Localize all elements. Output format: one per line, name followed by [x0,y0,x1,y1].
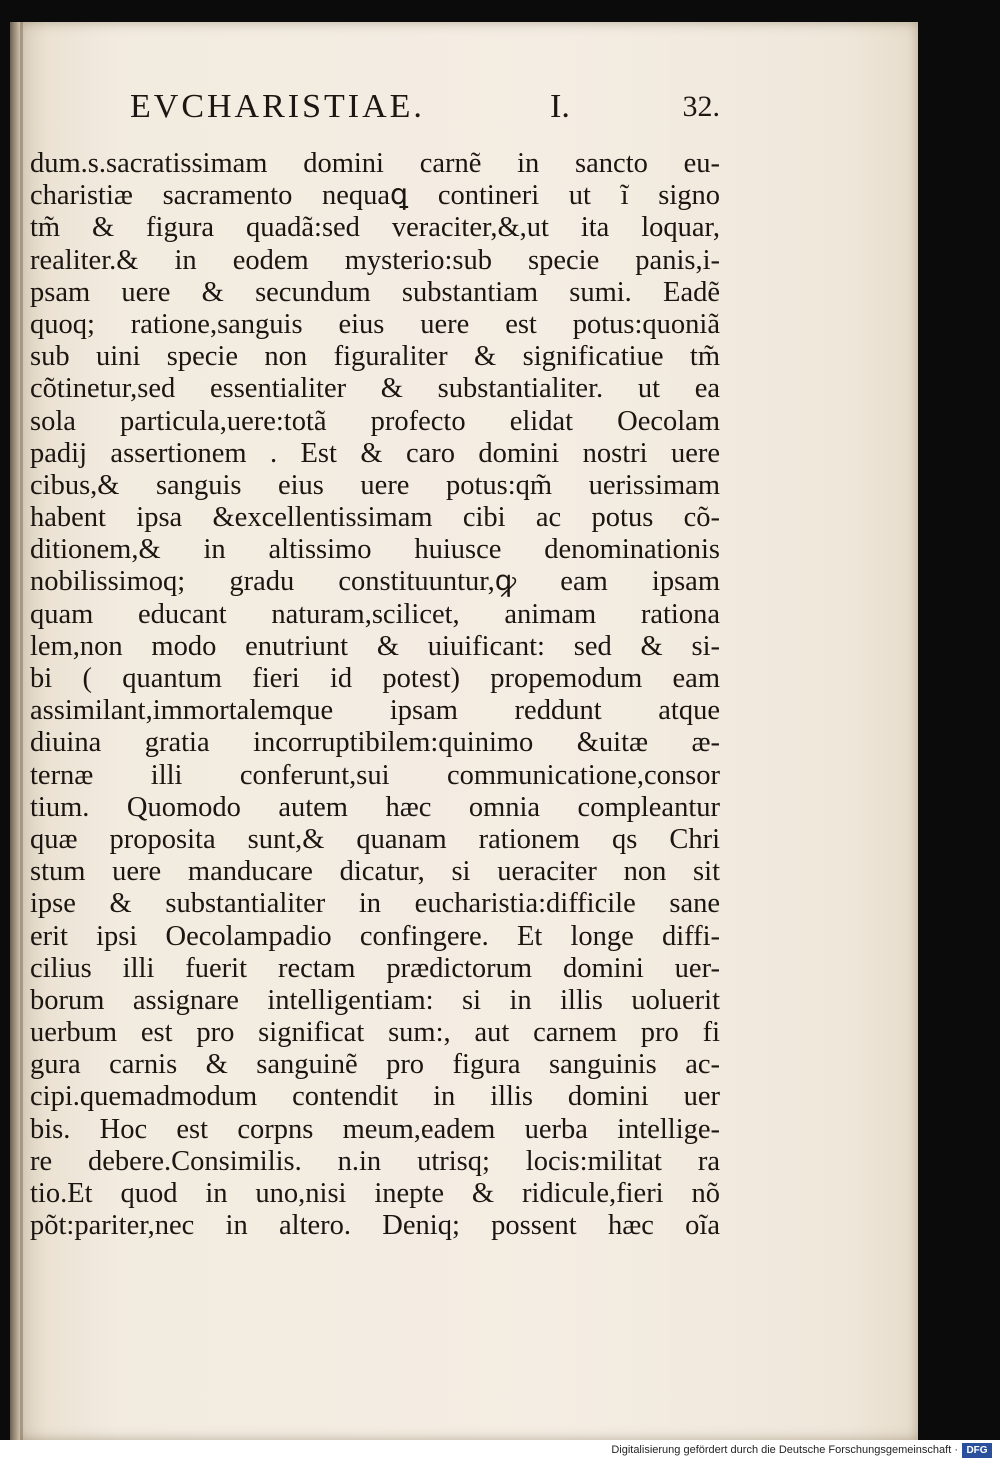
text-line: cilius illi fuerit rectam prædictorum domini uer- [30,952,720,984]
text-line: cibus,& sanguis eius uere potus:qm̃ uerissimam [30,469,720,501]
text-line: diuina gratia incorruptibilem:quinimo &uitæ æ- [30,727,720,759]
text-line: borum assignare intelligentiam: si in illis uoluerit [30,984,720,1016]
text-line: dum.s.sacratissimam domini carnẽ in sancto eu- [30,148,720,179]
text-line: ditionem,& in altissimo huiusce denominationis [30,534,720,566]
text-line: bi ( quantum fieri id potest) propemodum eam [30,663,720,694]
text-line: tm̃ & figura quadã:sed veraciter,&,ut ita loquar, [30,212,720,244]
text-line: psam uere & secundum substantiam sumi. Eadẽ [30,276,720,308]
text-line: quoq; ratione,sanguis eius uere est potus:quoniã [30,308,720,340]
text-line: ternæ illi conferunt,sui communicatione,consor [30,759,720,791]
text-line: sub uini specie non figuraliter & significatiue tm̃ [30,341,720,373]
text-line: uerbum est pro significat sum:, aut carnem pro fi [30,1017,720,1049]
text-line: ipse & substantialiter in eucharistia:difficile sane [30,888,720,920]
text-line: assimilant,immortalemque ipsam reddunt atque [30,695,720,727]
text-line: cõtinetur,sed essentialiter & substantialiter. ut ea [30,373,720,405]
text-line: charistiæ sacramento nequaꝗ contineri ut ĩ signo [30,180,720,212]
running-header [130,88,720,132]
body-text [30,148,720,1242]
text-line: habent ipsa &excellentissimam cibi ac potus cõ- [30,502,720,534]
text-line: erit ipsi Oecolampadio confingere. Et longe diffi- [30,920,720,952]
text-line: tio.Et quod in uno,nisi inepte & ridicule,fieri nõ [30,1178,720,1209]
text-line: sola particula,uere:totã profecto elidat Oecolam [30,405,720,437]
text-line: quam educant naturam,scilicet, animam rationa [30,598,720,630]
folio-number: 32. [682,90,720,123]
text-line: lem,non modo enutriunt & uiuificant: sed & si- [30,630,720,662]
text-line: stum uere manducare dicatur, si ueraciter non sit [30,856,720,888]
text-line: realiter.& in eodem mysterio:sub specie panis,i- [30,244,720,276]
digitization-footer [0,1440,1000,1464]
text-line: quæ proposita sunt,& quanam rationem qs Chri [30,823,720,855]
text-line: tium. Quomodo autem hæc omnia compleantur [30,791,720,823]
text-line: padij assertionem . Est & caro domini nostri uere [30,437,720,469]
page-spine-edge [10,22,20,1440]
funding-credit: Digitalisierung gefördert durch die Deutsche Forschungsgemeinschaft · [611,1444,958,1456]
book-page [10,22,918,1440]
text-line: põt:pariter,nec in altero. Deniq; possent hæc oĩa [30,1210,720,1242]
text-line: bis. Hoc est corpns meum,eadem uerba intellige- [30,1113,720,1145]
dfg-logo: DFG [962,1443,992,1458]
chapter-number: I. [550,88,570,125]
running-head-title: EVCHARISTIAE. [130,88,425,125]
text-line: re debere.Consimilis. n.in utrisq; locis:militat ra [30,1145,720,1177]
text-line: nobilissimoq; gradu constituuntur,ꝙ eam ipsam [30,566,720,598]
text-line: gura carnis & sanguinẽ pro figura sanguinis ac- [30,1049,720,1081]
page-gutter-line [20,22,23,1440]
text-line: cipi.quemadmodum contendit in illis domini uer [30,1081,720,1113]
